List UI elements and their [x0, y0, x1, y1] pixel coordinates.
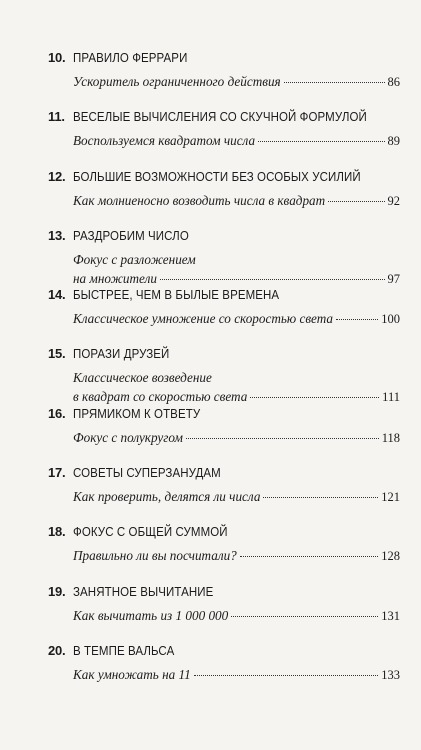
chapter-subtitle	[73, 606, 400, 626]
page-number: 89	[387, 134, 400, 149]
chapter-subtitle	[73, 131, 400, 151]
chapter-heading	[48, 287, 400, 309]
page-number: 121	[381, 490, 400, 505]
chapter-number: 20.	[48, 642, 66, 658]
chapter-title: СОВЕТЫ СУПЕРЗАНУДАМ	[73, 466, 221, 481]
toc-entry	[48, 406, 400, 465]
toc-entry	[48, 465, 400, 524]
chapter-heading	[48, 346, 400, 368]
toc-entry	[48, 169, 400, 228]
chapter-number: 10.	[48, 50, 66, 65]
subtitle-text: Как вычитать из 1 000 000	[73, 607, 229, 623]
page-number: 133	[381, 667, 400, 682]
page-number: 111	[382, 390, 400, 405]
chapter-heading	[48, 524, 400, 546]
chapter-number: 12.	[48, 168, 66, 184]
chapter-subtitle	[73, 368, 400, 407]
dot-leader	[231, 616, 378, 617]
dot-leader	[186, 438, 379, 439]
page-number: 92	[387, 193, 400, 208]
chapter-title: ПРАВИЛО ФЕРРАРИ	[73, 51, 188, 65]
subtitle-text: Ускоритель ограниченного действия	[73, 74, 281, 89]
chapter-title: ЗАНЯТНОЕ ВЫЧИТАНИЕ	[73, 584, 214, 599]
chapter-subtitle	[73, 72, 400, 92]
toc-entry	[48, 287, 400, 346]
chapter-title: ВЕСЕЛЫЕ ВЫЧИСЛЕНИЯ СО СКУЧНОЙ ФОРМУЛОЙ	[73, 110, 367, 125]
chapter-title: ПРЯМИКОМ К ОТВЕТУ	[73, 406, 201, 421]
toc-entry	[48, 524, 400, 583]
dot-leader	[284, 82, 385, 83]
chapter-subtitle	[73, 250, 400, 289]
subtitle-text: Правильно ли вы посчитали?	[73, 548, 237, 564]
subtitle-text: Фокус с разложением	[73, 251, 196, 267]
dot-leader	[336, 319, 378, 320]
dot-leader	[250, 397, 379, 398]
chapter-subtitle	[73, 487, 400, 507]
chapter-title: БЫСТРЕЕ, ЧЕМ В БЫЛЫЕ ВРЕМЕНА	[73, 288, 280, 303]
page-number: 97	[387, 271, 400, 286]
dot-leader	[194, 675, 379, 676]
chapter-number: 14.	[48, 287, 66, 303]
toc-entry	[48, 584, 400, 643]
chapter-number: 11.	[48, 109, 65, 125]
dot-leader	[240, 556, 378, 557]
chapter-title: РАЗДРОБИМ ЧИСЛО	[73, 228, 189, 243]
subtitle-text: Классическое возведение	[73, 370, 212, 386]
toc-entry	[48, 228, 400, 287]
page-number: 118	[381, 430, 400, 445]
chapter-subtitle	[73, 428, 400, 448]
chapter-number: 13.	[48, 227, 66, 243]
chapter-number: 18.	[48, 524, 66, 540]
toc-entry	[48, 346, 400, 405]
chapter-heading	[48, 109, 400, 131]
subtitle-text: Как проверить, делятся ли числа	[73, 489, 261, 505]
toc-entry	[48, 109, 400, 168]
subtitle-text: Фокус с полукругом	[73, 429, 183, 445]
dot-leader	[328, 201, 384, 202]
chapter-title: В ТЕМПЕ ВАЛЬСА	[73, 643, 175, 658]
chapter-number: 17.	[48, 465, 66, 481]
chapter-heading	[48, 465, 400, 487]
toc-entry	[48, 50, 400, 109]
chapter-number: 15.	[48, 346, 66, 362]
subtitle-text: на множители	[73, 270, 157, 286]
chapter-subtitle	[73, 191, 400, 211]
chapter-title: ФОКУС С ОБЩЕЙ СУММОЙ	[73, 525, 228, 540]
subtitle-text: в квадрат со скоростью света	[73, 389, 248, 405]
page-number: 128	[381, 549, 400, 564]
page-number: 86	[387, 75, 400, 89]
chapter-heading	[48, 584, 400, 606]
subtitle-text: Как молниеносно возводить числа в квадрат	[73, 192, 326, 208]
subtitle-text: Воспользуемся квадратом числа	[73, 133, 256, 149]
chapter-title: ПОРАЗИ ДРУЗЕЙ	[73, 347, 170, 362]
chapter-heading	[48, 643, 400, 665]
table-of-contents	[48, 50, 400, 702]
chapter-heading	[48, 50, 400, 72]
dot-leader	[263, 497, 378, 498]
chapter-subtitle	[73, 546, 400, 566]
chapter-subtitle	[73, 665, 400, 685]
chapter-heading	[48, 406, 400, 428]
chapter-heading	[48, 228, 400, 250]
chapter-title: БОЛЬШИЕ ВОЗМОЖНОСТИ БЕЗ ОСОБЫХ УСИЛИЙ	[73, 169, 361, 184]
page-number: 100	[381, 312, 400, 327]
chapter-number: 16.	[48, 405, 66, 421]
page-number: 131	[381, 608, 400, 623]
chapter-number: 19.	[48, 583, 66, 599]
dot-leader	[160, 279, 385, 280]
subtitle-text: Как умножать на 11	[73, 666, 191, 682]
dot-leader	[258, 141, 384, 142]
chapter-subtitle	[73, 309, 400, 329]
subtitle-text: Классическое умножение со скоростью света	[73, 311, 334, 327]
toc-entry	[48, 643, 400, 702]
chapter-heading	[48, 169, 400, 191]
